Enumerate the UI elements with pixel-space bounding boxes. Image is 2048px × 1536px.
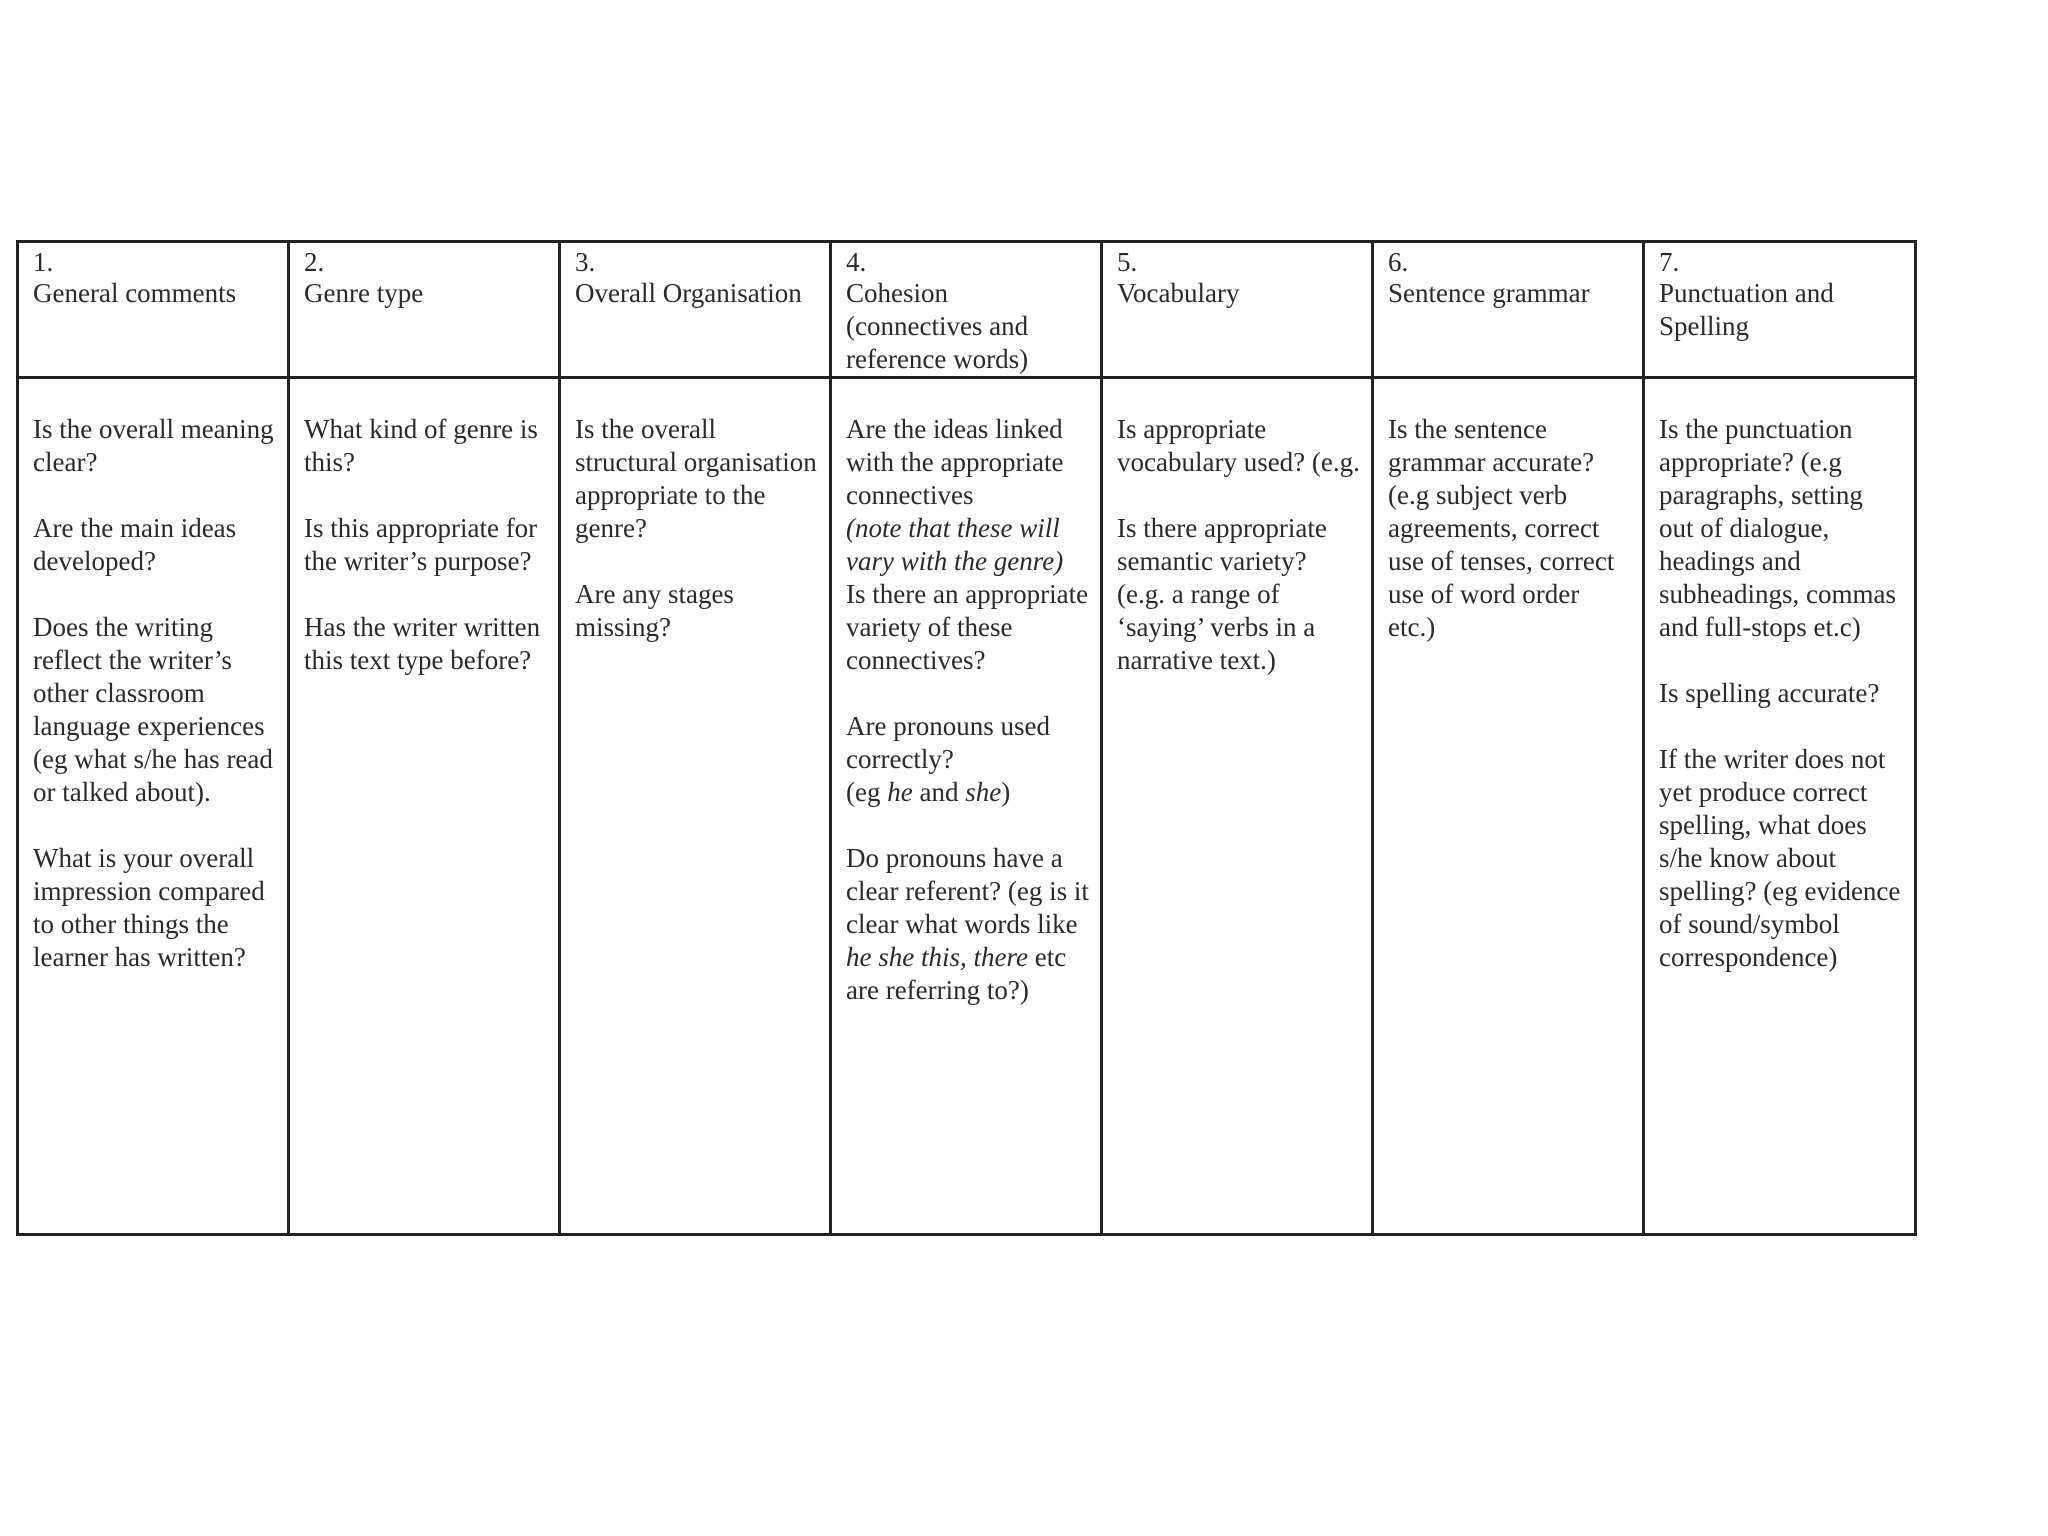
column-heading: Genre type: [304, 278, 424, 308]
question-text: What is your overall impression compared to other things the learner has written?: [33, 843, 265, 972]
question-text: Is spelling accurate?: [1659, 678, 1880, 708]
question-text: Is this appropriate for the writer’s purpose?: [304, 513, 538, 576]
question-text: Is appropriate vocabulary used? (e.g.: [1117, 414, 1360, 477]
question-text-part: and: [919, 777, 959, 807]
header-vocabulary: [1102, 242, 1373, 378]
question-text: Does the writing reflect the writer’s other classroom language experiences (eg what s/he has read or talked about).: [33, 612, 273, 807]
cell-sentence-grammar: [1373, 378, 1644, 1235]
question-text: Are the main ideas developed?: [33, 513, 237, 576]
question-text: Is the overall meaning clear?: [33, 414, 274, 477]
cell-vocabulary: [1102, 378, 1373, 1235]
header-general-comments: [18, 242, 289, 378]
italic-example: she: [965, 777, 1002, 807]
question-text: Is there appropriate semantic variety? (e.g. a range of ‘saying’ verbs in a narrative text.): [1117, 513, 1327, 675]
cell-punctuation-spelling: [1644, 378, 1916, 1235]
column-number: 7.: [1659, 247, 1680, 277]
italic-example: he: [887, 777, 913, 807]
column-number: 6.: [1388, 247, 1409, 277]
header-row: [18, 242, 1916, 378]
question-text: [846, 710, 1090, 809]
question-text-part: (eg: [846, 777, 881, 807]
header-sentence-grammar: [1373, 242, 1644, 378]
header-overall-organisation: [560, 242, 831, 378]
question-text: Is the punctuation appropriate? (e.g paragraphs, setting out of dialogue, headings and subheadings, commas and full-stops et.c): [1659, 414, 1896, 642]
question-text: [846, 842, 1090, 1007]
column-heading: Cohesion (connectives and reference words): [846, 278, 1029, 374]
italic-note: (note that these will vary with the genre): [846, 513, 1064, 576]
column-number: 1.: [33, 247, 54, 277]
question-text: Are any stages missing?: [575, 579, 734, 642]
header-punctuation-spelling: [1644, 242, 1916, 378]
cell-genre-type: [289, 378, 560, 1235]
question-text: Has the writer written this text type before?: [304, 612, 541, 675]
writing-assessment-table: [16, 240, 1917, 1236]
column-number: 4.: [846, 247, 867, 277]
column-number: 2.: [304, 247, 325, 277]
body-row: [18, 378, 1916, 1235]
column-heading: Vocabulary: [1117, 278, 1240, 308]
column-heading: General comments: [33, 278, 237, 308]
column-number: 5.: [1117, 247, 1138, 277]
question-text-part: ): [1001, 777, 1011, 807]
cell-overall-organisation: [560, 378, 831, 1235]
question-text: If the writer does not yet produce correct spelling, what does s/he know about spelling? (eg evidence of sound/symbol correspondence): [1659, 744, 1901, 972]
header-genre-type: [289, 242, 560, 378]
column-heading: Punctuation and Spelling: [1659, 278, 1834, 341]
column-heading: Overall Organisation: [575, 278, 802, 308]
column-number: 3.: [575, 247, 596, 277]
question-text-part: Do pronouns have a clear referent? (eg is it clear what words like: [846, 843, 1089, 939]
question-text-part: etc are referring to?): [846, 942, 1067, 1005]
header-cohesion: [831, 242, 1102, 378]
question-text-part: Is there an appropriate variety of these connectives?: [846, 579, 1089, 675]
column-heading: Sentence grammar: [1388, 278, 1590, 308]
question-text: Is the sentence grammar accurate? (e.g subject verb agreements, correct use of tenses, correct use of word order etc.): [1388, 414, 1615, 642]
cell-cohesion: [831, 378, 1102, 1235]
question-text-part: Are pronouns used correctly?: [846, 711, 1050, 774]
cell-general-comments: [18, 378, 289, 1235]
question-text: Is the overall structural organisation appropriate to the genre?: [575, 414, 817, 543]
question-text-part: Are the ideas linked with the appropriate connectives: [846, 414, 1064, 510]
italic-example: he she this, there: [846, 942, 1028, 972]
question-text: [846, 413, 1090, 677]
question-text: What kind of genre is this?: [304, 414, 538, 477]
